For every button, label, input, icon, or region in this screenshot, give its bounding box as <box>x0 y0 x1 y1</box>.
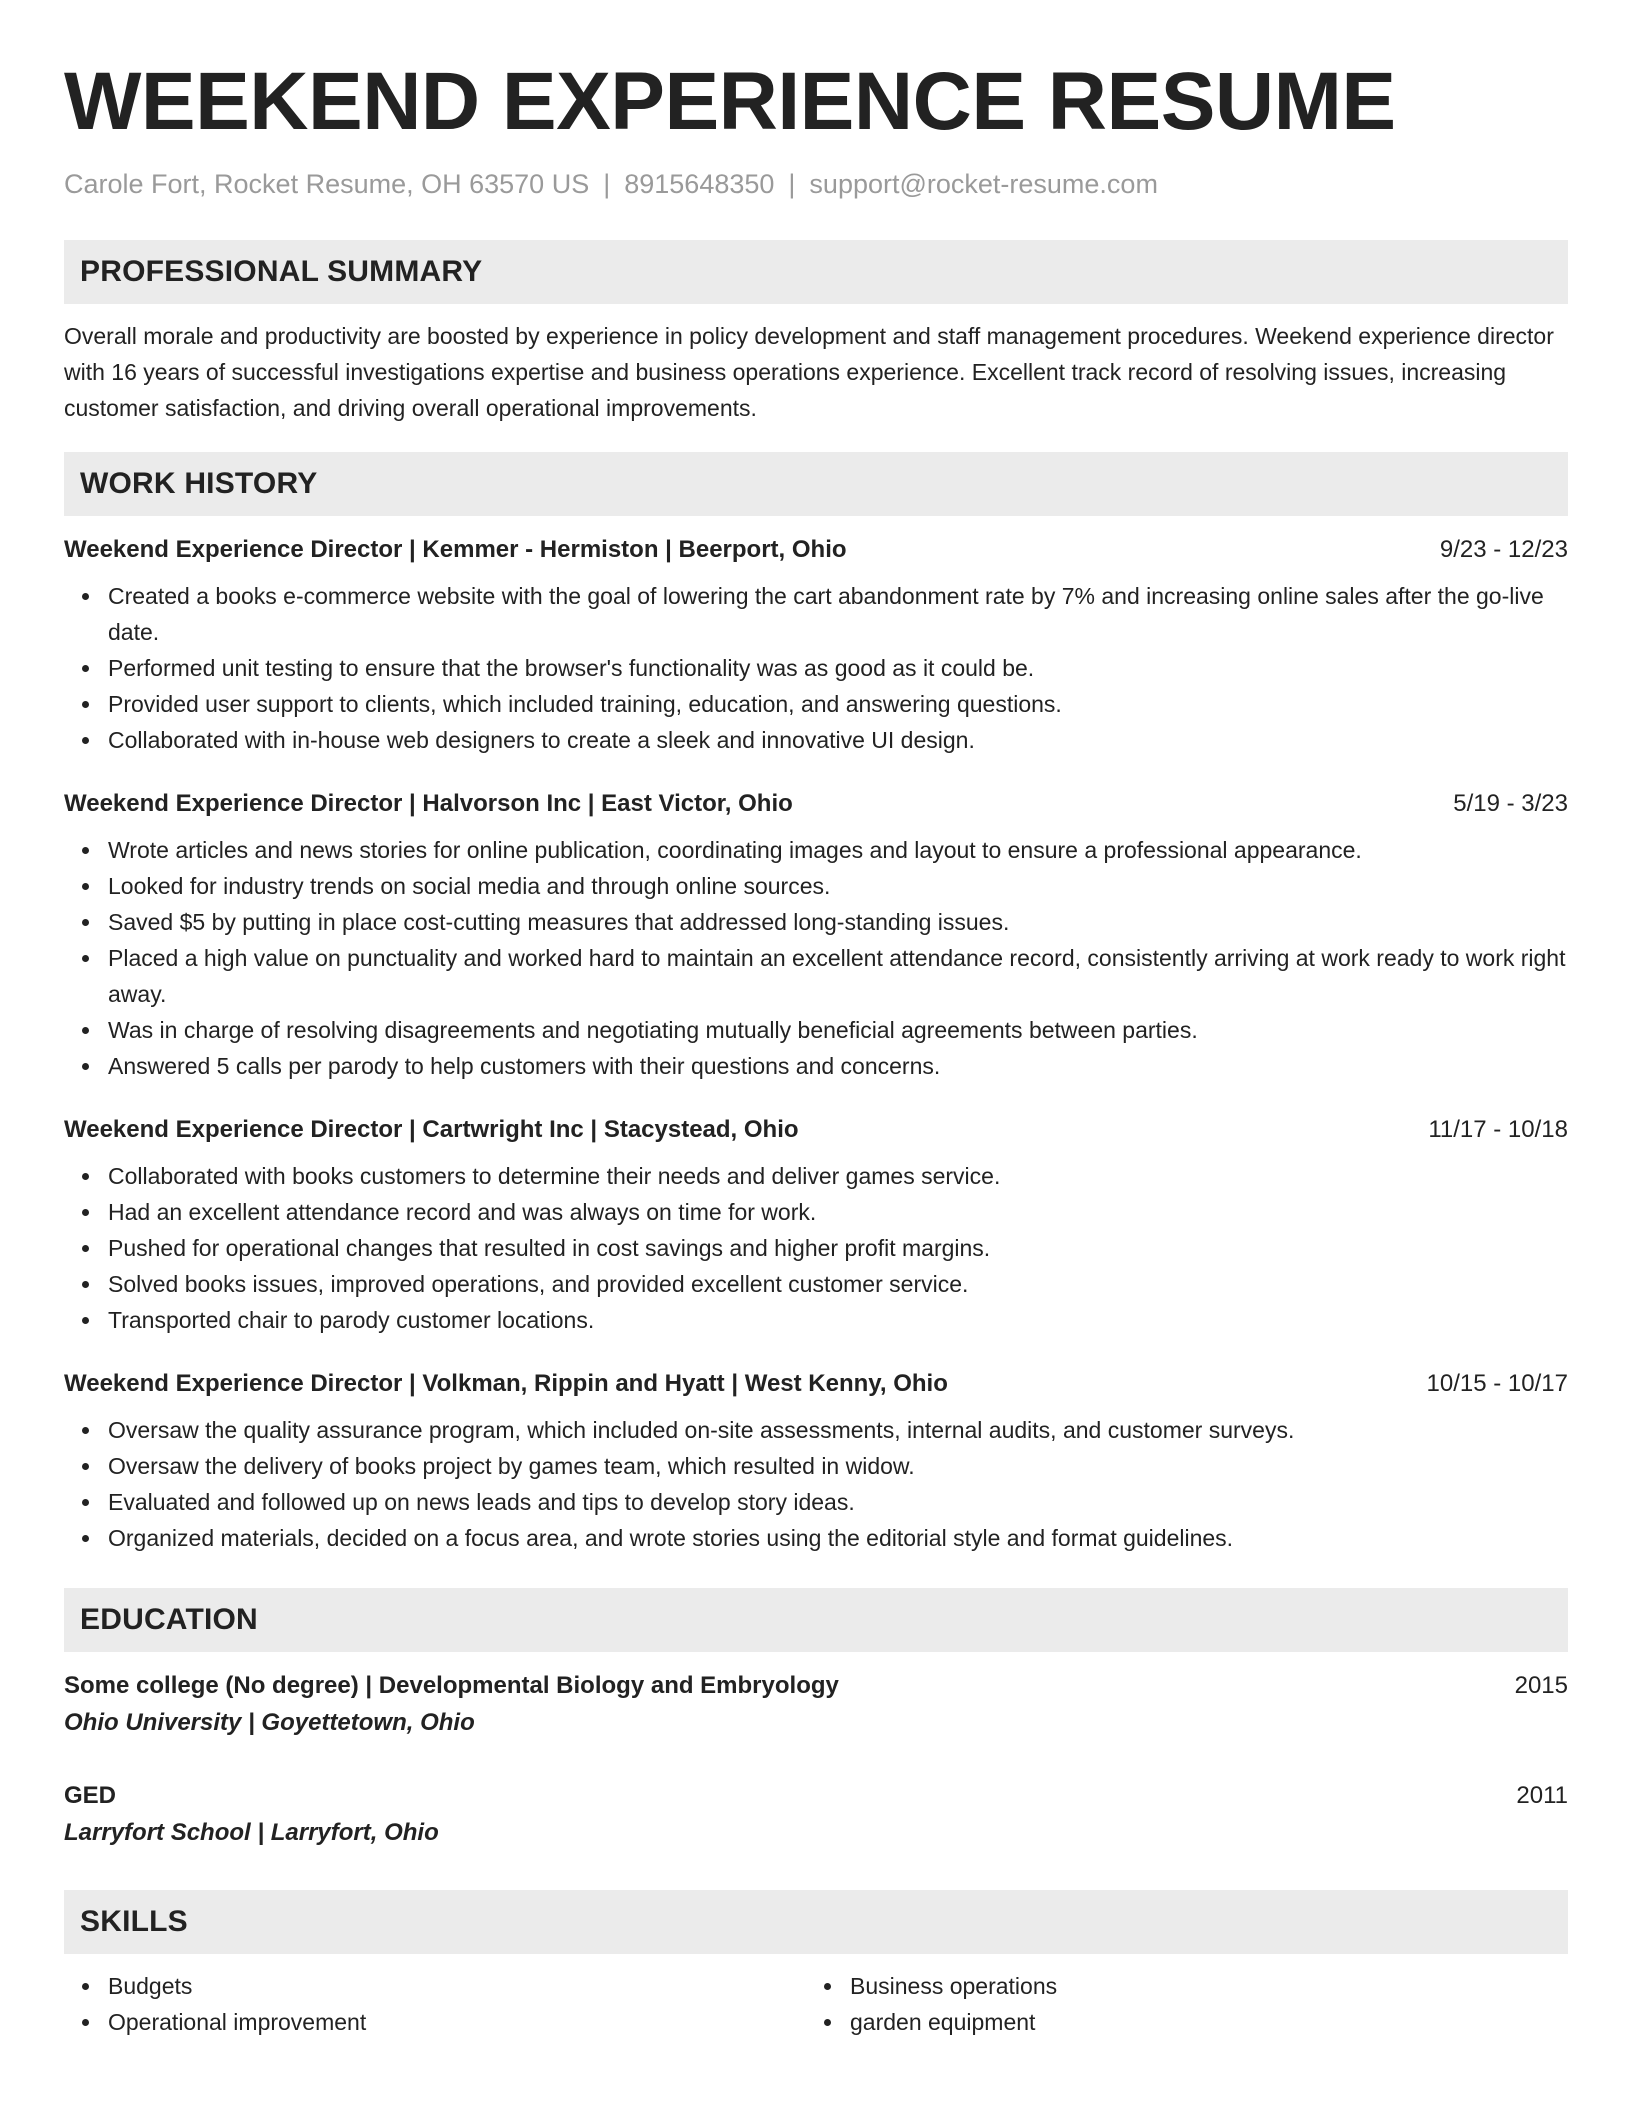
education-entry <box>64 1778 1568 1852</box>
education-degree: Some college (No degree) | Developmental Biology and Embryology <box>64 1672 839 1699</box>
skill-item: Budgets <box>64 1968 806 2004</box>
job-bullet: Performed unit testing to ensure that the browser's functionality was as good as it could be. <box>64 650 1568 686</box>
job-bullets <box>64 578 1568 758</box>
job-heading-row <box>64 1366 1568 1402</box>
job-entry <box>64 1366 1568 1556</box>
resume-title: WEEKEND EXPERIENCE RESUME <box>64 56 1396 147</box>
section-header-work-history: WORK HISTORY <box>64 452 1568 516</box>
job-bullet: Pushed for operational changes that resulted in cost savings and higher profit margins. <box>64 1230 1568 1266</box>
job-dates: 11/17 - 10/18 <box>1428 1116 1568 1143</box>
contact-address: Carole Fort, Rocket Resume, OH 63570 US <box>64 169 590 199</box>
job-title: Weekend Experience Director | Cartwright Inc | Stacystead, Ohio <box>64 1116 799 1143</box>
job-bullet: Wrote articles and news stories for online publication, coordinating images and layout to ensure a professional appearance. <box>64 832 1568 868</box>
job-bullet: Answered 5 calls per parody to help customers with their questions and concerns. <box>64 1048 1568 1084</box>
skill-item: garden equipment <box>806 2004 1548 2040</box>
job-bullet: Organized materials, decided on a focus area, and wrote stories using the editorial style and format guidelines. <box>64 1520 1568 1556</box>
job-bullet: Collaborated with in-house web designers to create a sleek and innovative UI design. <box>64 722 1568 758</box>
job-bullet: Placed a high value on punctuality and worked hard to maintain an excellent attendance record, consistently arriving at work ready to work right away. <box>64 940 1568 1012</box>
education-degree: GED <box>64 1782 117 1809</box>
education-school: Ohio University | Goyettetown, Ohio <box>64 1709 475 1736</box>
education-year: 2015 <box>1514 1672 1568 1699</box>
job-entry <box>64 532 1568 758</box>
job-bullet: Provided user support to clients, which included training, education, and answering questions. <box>64 686 1568 722</box>
job-dates: 5/19 - 3/23 <box>1453 790 1568 817</box>
job-bullet: Had an excellent attendance record and was always on time for work. <box>64 1194 1568 1230</box>
job-heading-row <box>64 532 1568 568</box>
job-heading-row <box>64 786 1568 822</box>
education-entry <box>64 1668 1568 1742</box>
job-bullet: Oversaw the quality assurance program, which included on-site assessments, internal audits, and customer surveys. <box>64 1412 1568 1448</box>
job-heading-row <box>64 1112 1568 1148</box>
contact-separator: | <box>603 169 611 199</box>
job-bullet: Created a books e-commerce website with the goal of lowering the cart abandonment rate by 7% and increasing online sales after the go-live date. <box>64 578 1568 650</box>
education-heading-row <box>64 1778 1568 1814</box>
skill-item: Operational improvement <box>64 2004 806 2040</box>
education-school: Larryfort School | Larryfort, Ohio <box>64 1819 439 1846</box>
job-title: Weekend Experience Director | Volkman, Rippin and Hyatt | West Kenny, Ohio <box>64 1370 948 1397</box>
job-bullet: Evaluated and followed up on news leads and tips to develop story ideas. <box>64 1484 1568 1520</box>
job-entry <box>64 1112 1568 1338</box>
job-title: Weekend Experience Director | Kemmer - Hermiston | Beerport, Ohio <box>64 536 847 563</box>
resume-page <box>64 52 1568 2040</box>
skills-column-right <box>806 1968 1548 2040</box>
contact-line <box>64 166 1568 202</box>
job-bullet: Oversaw the delivery of books project by games team, which resulted in widow. <box>64 1448 1568 1484</box>
education-year: 2011 <box>1516 1782 1568 1809</box>
section-header-skills: SKILLS <box>64 1890 1568 1954</box>
contact-phone: 8915648350 <box>624 169 775 199</box>
summary-text: Overall morale and productivity are boosted by experience in policy development and staff management procedures. Weekend experience director with 16 years of successful investigations expertise and business operations experience. Excellent track record of resolving issues, increasing customer satisfaction, and driving overall operational improvements. <box>64 323 1554 421</box>
job-title: Weekend Experience Director | Halvorson Inc | East Victor, Ohio <box>64 790 793 817</box>
section-header-education: EDUCATION <box>64 1588 1568 1652</box>
job-dates: 10/15 - 10/17 <box>1426 1370 1568 1397</box>
section-header-summary: PROFESSIONAL SUMMARY <box>64 240 1568 304</box>
job-bullets <box>64 832 1568 1084</box>
job-bullet: Saved $5 by putting in place cost-cutting measures that addressed long-standing issues. <box>64 904 1568 940</box>
job-bullet: Looked for industry trends on social media and through online sources. <box>64 868 1568 904</box>
job-bullet: Was in charge of resolving disagreements and negotiating mutually beneficial agreements between parties. <box>64 1012 1568 1048</box>
job-bullet: Transported chair to parody customer locations. <box>64 1302 1568 1338</box>
skills-column-left <box>64 1968 806 2040</box>
contact-email: support@rocket-resume.com <box>809 169 1158 199</box>
job-dates: 9/23 - 12/23 <box>1439 536 1568 563</box>
skill-item: Business operations <box>806 1968 1548 2004</box>
job-bullet: Solved books issues, improved operations, and provided excellent customer service. <box>64 1266 1568 1302</box>
education-heading-row <box>64 1668 1568 1704</box>
job-bullet: Collaborated with books customers to determine their needs and deliver games service. <box>64 1158 1568 1194</box>
job-entry <box>64 786 1568 1084</box>
job-bullets <box>64 1158 1568 1338</box>
skills-list <box>64 1968 1568 2040</box>
contact-separator: | <box>788 169 796 199</box>
job-bullets <box>64 1412 1568 1556</box>
